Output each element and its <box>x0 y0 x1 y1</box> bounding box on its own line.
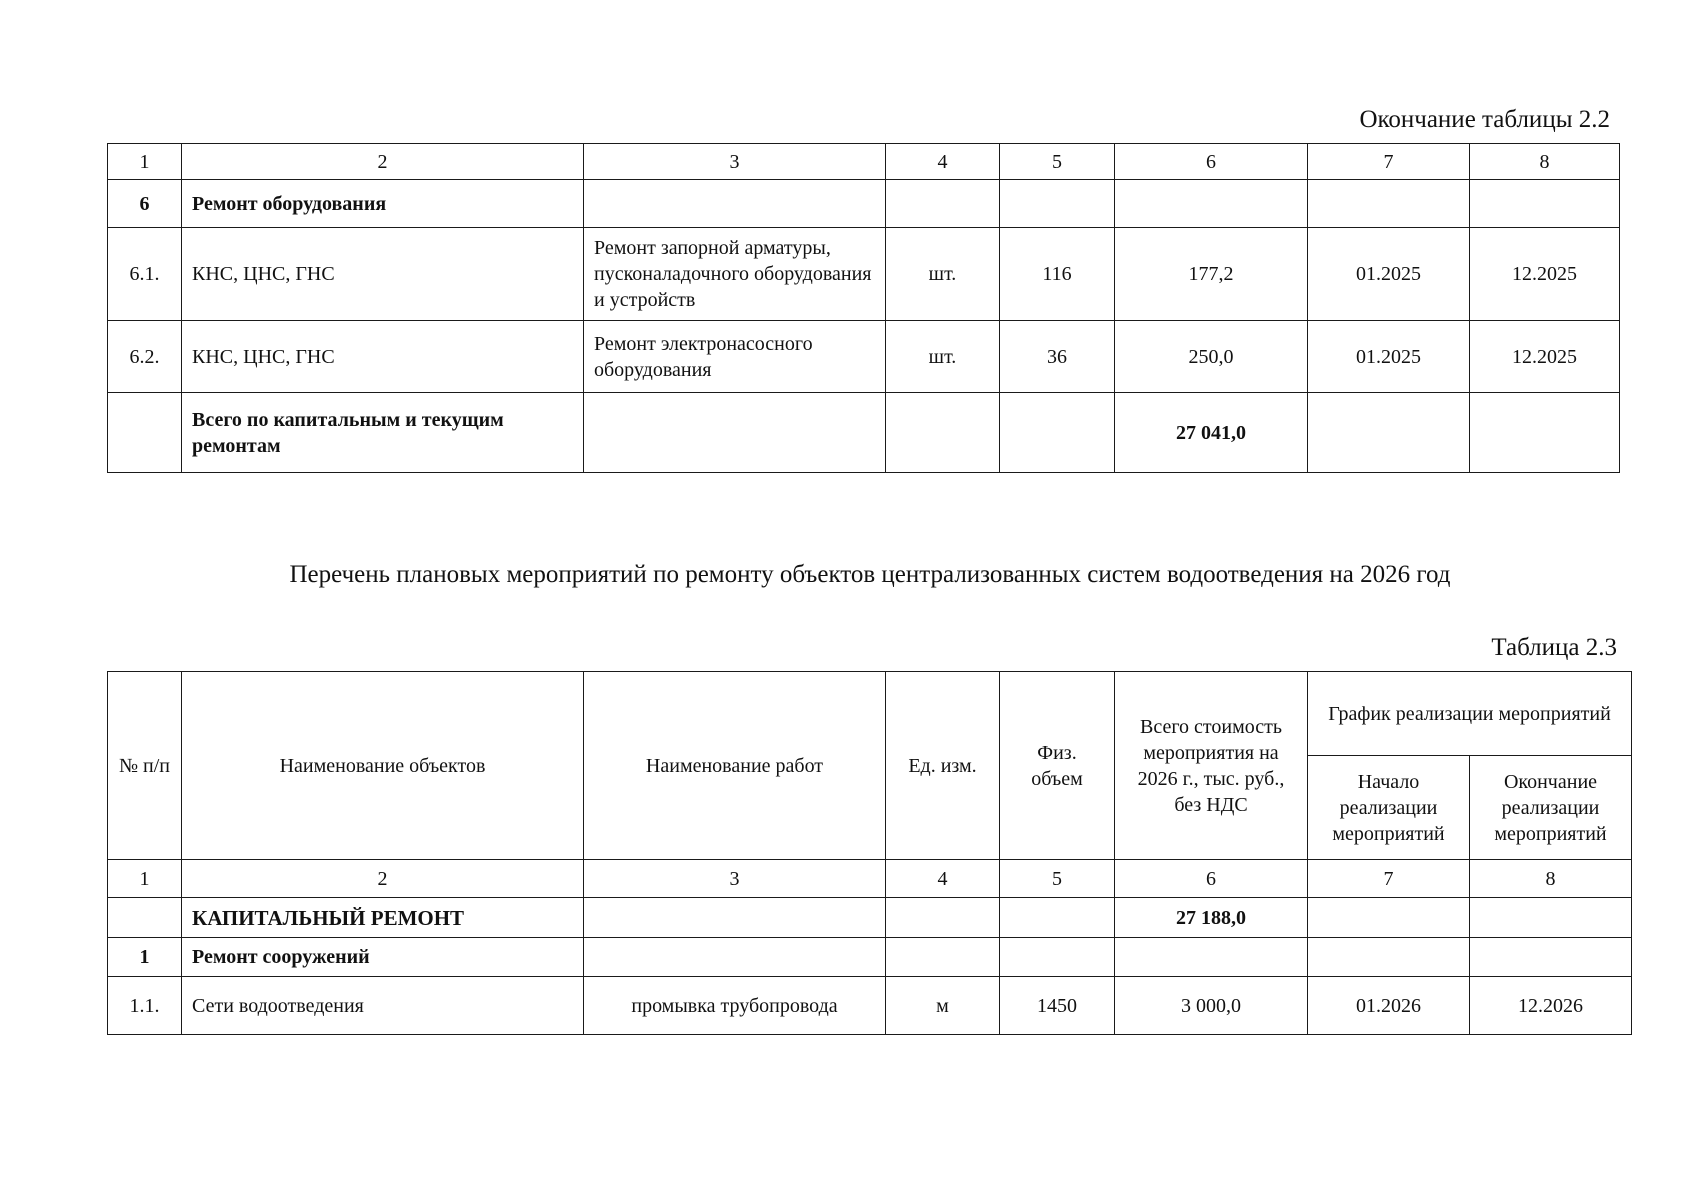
section-number: 6 <box>108 180 182 228</box>
table-row <box>108 977 1632 1035</box>
empty-cell <box>1470 180 1620 228</box>
empty-cell <box>1308 938 1470 977</box>
empty-cell <box>886 393 1000 473</box>
empty-cell <box>1115 938 1308 977</box>
table-2-3 <box>107 671 1632 1035</box>
table-row <box>108 228 1620 321</box>
capital-repair-label: КАПИТАЛЬНЫЙ РЕМОНТ <box>182 898 584 938</box>
empty-cell <box>1308 180 1470 228</box>
empty-cell <box>1115 180 1308 228</box>
empty-cell <box>886 938 1000 977</box>
empty-cell <box>1000 180 1115 228</box>
volume: 116 <box>1000 228 1115 321</box>
start-date: 01.2025 <box>1308 321 1470 393</box>
unit: шт. <box>886 228 1000 321</box>
col-number: 5 <box>1000 144 1115 180</box>
header-start: Начало реализации мероприятий <box>1308 756 1470 860</box>
unit: м <box>886 977 1000 1035</box>
col-number: 8 <box>1470 144 1620 180</box>
empty-cell <box>1000 393 1115 473</box>
empty-cell <box>584 180 886 228</box>
col-number: 1 <box>108 860 182 898</box>
empty-cell <box>1308 393 1470 473</box>
volume: 36 <box>1000 321 1115 393</box>
empty-cell <box>1470 393 1620 473</box>
total-label: Всего по капитальным и текущим ремонтам <box>182 393 584 473</box>
empty-cell <box>584 393 886 473</box>
row-number: 6.1. <box>108 228 182 321</box>
col-number: 5 <box>1000 860 1115 898</box>
end-date: 12.2026 <box>1470 977 1632 1035</box>
table-2-3-header-row <box>108 672 1632 756</box>
capital-repair-cost: 27 188,0 <box>1115 898 1308 938</box>
end-date: 12.2025 <box>1470 228 1620 321</box>
object-name: Сети водоотведения <box>182 977 584 1035</box>
table-2-2-caption: Окончание таблицы 2.2 <box>1359 106 1610 133</box>
header-unit: Ед. изм. <box>886 672 1000 860</box>
volume: 1450 <box>1000 977 1115 1035</box>
header-end: Окончание реализации мероприятий <box>1470 756 1632 860</box>
col-number: 8 <box>1470 860 1632 898</box>
col-number: 6 <box>1115 860 1308 898</box>
empty-cell <box>1470 898 1632 938</box>
col-number: 2 <box>182 860 584 898</box>
empty-cell <box>584 898 886 938</box>
table-row <box>108 321 1620 393</box>
work-name: промывка трубопровода <box>584 977 886 1035</box>
start-date: 01.2025 <box>1308 228 1470 321</box>
empty-cell <box>108 898 182 938</box>
empty-cell <box>1000 898 1115 938</box>
empty-cell <box>886 180 1000 228</box>
header-object: Наименование объектов <box>182 672 584 860</box>
total-row <box>108 393 1620 473</box>
empty-cell <box>584 938 886 977</box>
empty-cell <box>1308 898 1470 938</box>
col-number: 7 <box>1308 144 1470 180</box>
col-number: 2 <box>182 144 584 180</box>
cost: 177,2 <box>1115 228 1308 321</box>
table-2-2 <box>107 143 1620 473</box>
unit: шт. <box>886 321 1000 393</box>
col-number: 4 <box>886 860 1000 898</box>
header-num: № п/п <box>108 672 182 860</box>
page-heading: Перечень плановых мероприятий по ремонту объектов централизованных систем водоотведения на 2026 год <box>289 561 1451 588</box>
section-row <box>108 180 1620 228</box>
col-number: 1 <box>108 144 182 180</box>
col-number: 6 <box>1115 144 1308 180</box>
work-name: Ремонт запорной арматуры, пусконаладочного оборудования и устройств <box>584 228 886 321</box>
section-name: Ремонт оборудования <box>182 180 584 228</box>
col-number: 7 <box>1308 860 1470 898</box>
header-cost: Всего стоимость мероприятия на 2026 г., тыс. руб., без НДС <box>1115 672 1308 860</box>
empty-cell <box>886 898 1000 938</box>
table-2-3-col-number-row <box>108 860 1632 898</box>
empty-cell <box>108 393 182 473</box>
section-name: Ремонт сооружений <box>182 938 584 977</box>
cost: 250,0 <box>1115 321 1308 393</box>
table-2-2-col-number-row <box>108 144 1620 180</box>
header-volume: Физ. объем <box>1000 672 1115 860</box>
cost: 3 000,0 <box>1115 977 1308 1035</box>
section-row <box>108 938 1632 977</box>
section-number: 1 <box>108 938 182 977</box>
object-name: КНС, ЦНС, ГНС <box>182 228 584 321</box>
header-schedule: График реализации мероприятий <box>1308 672 1632 756</box>
col-number: 4 <box>886 144 1000 180</box>
empty-cell <box>1470 938 1632 977</box>
capital-repair-row <box>108 898 1632 938</box>
col-number: 3 <box>584 144 886 180</box>
table-2-3-caption: Таблица 2.3 <box>1491 634 1617 661</box>
total-cost: 27 041,0 <box>1115 393 1308 473</box>
row-number: 6.2. <box>108 321 182 393</box>
object-name: КНС, ЦНС, ГНС <box>182 321 584 393</box>
work-name: Ремонт электронасосного оборудования <box>584 321 886 393</box>
header-work: Наименование работ <box>584 672 886 860</box>
col-number: 3 <box>584 860 886 898</box>
row-number: 1.1. <box>108 977 182 1035</box>
empty-cell <box>1000 938 1115 977</box>
end-date: 12.2025 <box>1470 321 1620 393</box>
start-date: 01.2026 <box>1308 977 1470 1035</box>
